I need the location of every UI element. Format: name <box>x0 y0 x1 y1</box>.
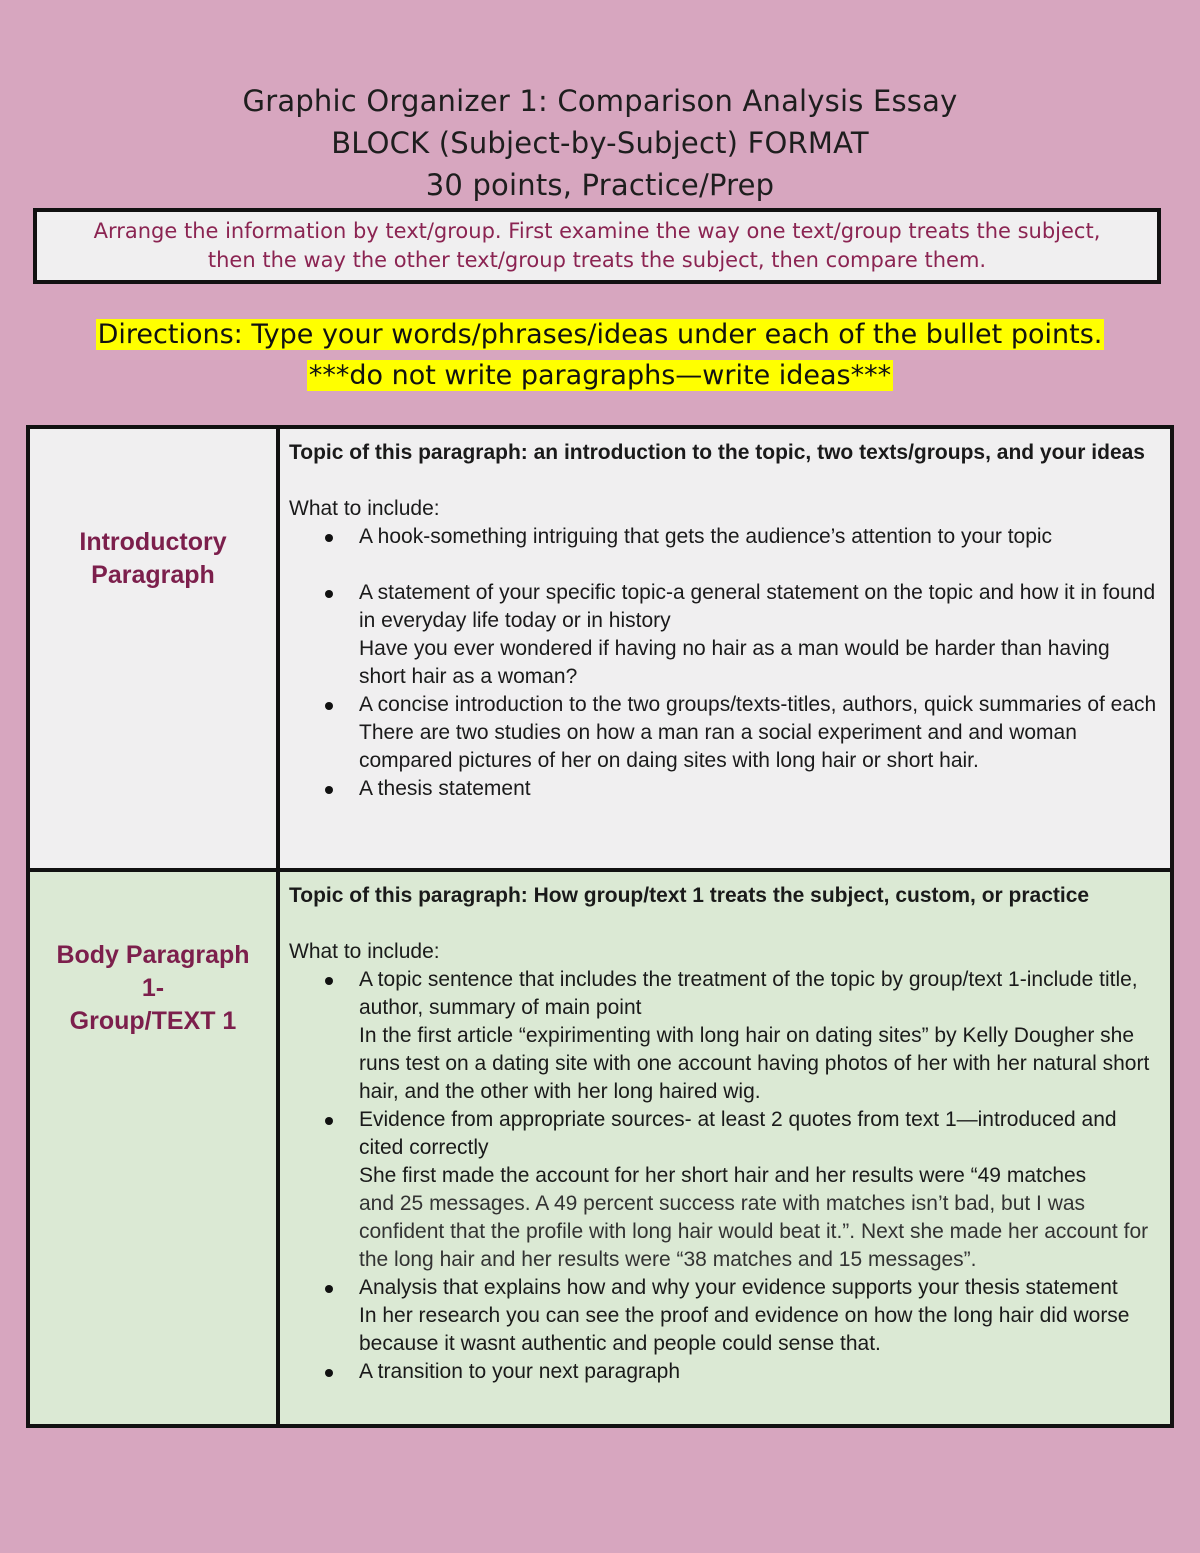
student-response[interactable]: In her research you can see the proof and evidence on how the long hair did worse because it wasnt authentic and people could sense that. <box>359 1304 1130 1355</box>
row-label-line-2: Paragraph <box>91 560 215 589</box>
page-title: Graphic Organizer 1: Comparison Analysis Essay <box>242 84 958 118</box>
instructions-box <box>33 208 1161 284</box>
row-label-line-1: Body Paragraph 1- <box>56 940 250 1002</box>
list-item <box>359 1358 1162 1386</box>
page-subtitle-format: BLOCK (Subject-by-Subject) FORMAT <box>331 126 869 160</box>
row-label-cell <box>28 427 278 870</box>
list-item <box>359 966 1162 1106</box>
row-label-line-2: Group/TEXT 1 <box>69 1006 237 1035</box>
bullet-prompt: A concise introduction to the two groups/texts-titles, authors, quick summaries of each <box>359 693 1157 716</box>
list-item <box>359 691 1162 775</box>
bullet-prompt: A transition to your next paragraph <box>359 1360 681 1383</box>
student-response[interactable]: There are two studies on how a man ran a social experiment and and woman compared pictures of her on daing sites with long hair or short hair. <box>359 721 1077 772</box>
what-to-include-label: What to include: <box>289 497 440 520</box>
row-label <box>67 526 238 592</box>
row-content-cell[interactable] <box>278 870 1172 1426</box>
row-label-cell <box>28 870 278 1426</box>
page-header <box>0 80 1200 206</box>
directions-line-2: ***do not write paragraphs—write ideas*** <box>308 360 892 391</box>
student-response-quote[interactable]: and 25 messages. A 49 percent success rate with matches isn’t bad, but I was confident that the profile with long hair would beat it.”. Next she made her account for the long hair and her results were “38 matches and 15 messages”. <box>359 1192 1149 1271</box>
what-to-include-label: What to include: <box>289 940 440 963</box>
bullet-prompt: A thesis statement <box>359 777 531 800</box>
bullet-prompt: Evidence from appropriate sources- at least 2 quotes from text 1—introduced and cited correctly <box>359 1108 1117 1159</box>
bullet-prompt: A topic sentence that includes the treatment of the topic by group/text 1-include title, author, summary of main point <box>359 968 1138 1019</box>
list-item <box>359 1274 1162 1358</box>
bullet-prompt: A hook-something intriguing that gets the audience’s attention to your topic <box>359 525 1053 548</box>
organizer-table <box>26 425 1174 1428</box>
directions-line-1: Directions: Type your words/phrases/ideas under each of the bullet points. <box>97 319 1103 350</box>
student-response[interactable]: In the first article “expirimenting with long hair on dating sites” by Kelly Dougher she runs test on a dating site with one account having photos of her with her natural short hair, and the other with her long haired wig. <box>359 1024 1150 1103</box>
bullet-prompt: A statement of your specific topic-a general statement on the topic and how it in found in everyday life today or in history <box>359 581 1156 632</box>
page-subtitle-points: 30 points, Practice/Prep <box>425 168 775 202</box>
instructions-line-1: Arrange the information by text/group. First examine the way one text/group treats the subject, <box>93 219 1101 243</box>
list-item <box>359 1106 1162 1274</box>
list-item <box>359 775 1162 803</box>
list-item <box>359 523 1162 551</box>
table-row-introductory <box>28 427 1172 870</box>
list-item <box>359 579 1162 691</box>
bullet-list <box>289 966 1162 1386</box>
student-response[interactable]: Have you ever wondered if having no hair as a man would be harder than having short hair as a woman? <box>359 637 1110 688</box>
row-content-cell[interactable] <box>278 427 1172 870</box>
directions <box>0 314 1200 396</box>
instructions-line-2: then the way the other text/group treats the subject, then compare them. <box>207 248 987 272</box>
bullet-list <box>289 523 1162 803</box>
table-row-body-paragraph-1 <box>28 870 1172 1426</box>
row-label-line-1: Introductory <box>79 527 227 556</box>
paragraph-topic: Topic of this paragraph: How group/text 1 treats the subject, custom, or practice <box>289 884 1090 907</box>
student-response[interactable]: She first made the account for her short hair and her results were “49 matches <box>359 1164 1087 1187</box>
bullet-prompt: Analysis that explains how and why your evidence supports your thesis statement <box>359 1276 1118 1299</box>
row-label <box>31 939 275 1038</box>
paragraph-topic: Topic of this paragraph: an introduction to the topic, two texts/groups, and your ideas <box>289 441 1145 464</box>
